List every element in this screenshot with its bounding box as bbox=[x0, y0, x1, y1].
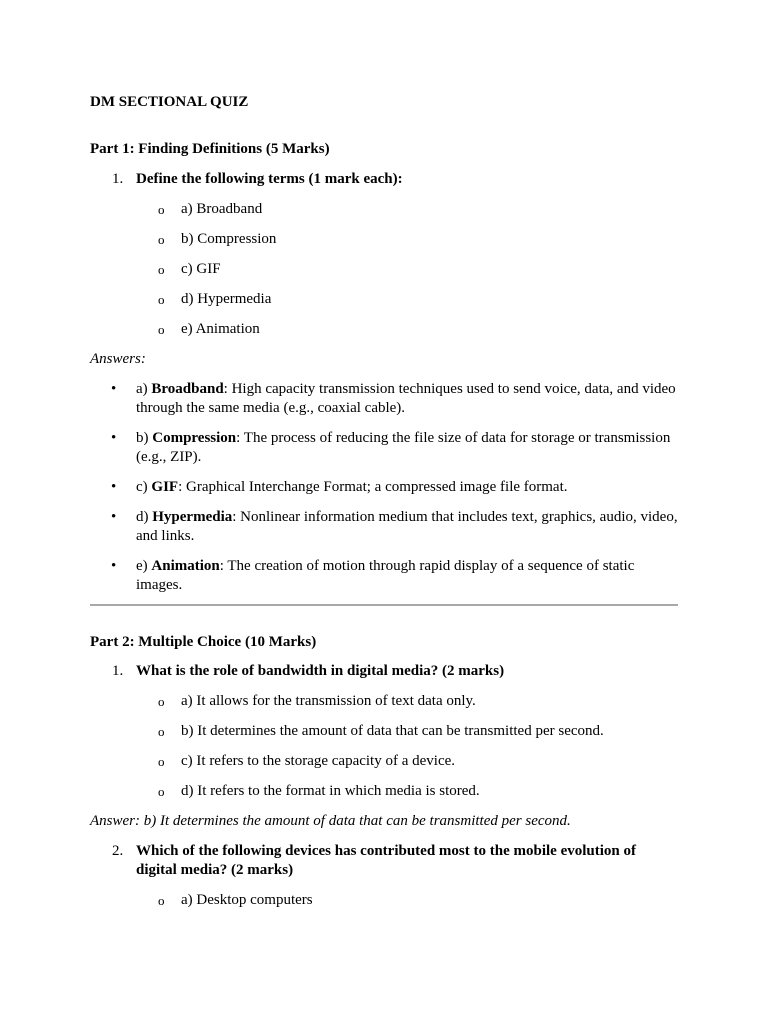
answer-item bbox=[136, 508, 681, 546]
part1-q1-item-e: e) Animation bbox=[181, 321, 260, 337]
sub-bullet-icon: o bbox=[158, 724, 165, 739]
bullet-dot-icon: • bbox=[111, 558, 117, 574]
answer-term: Animation bbox=[151, 558, 220, 574]
answer-term: Compression bbox=[152, 430, 237, 446]
answer-item bbox=[136, 429, 681, 467]
part1-q1-item-c: c) GIF bbox=[181, 261, 221, 277]
part2-heading: Part 2: Multiple Choice (10 Marks) bbox=[90, 634, 317, 650]
part1-q1-text: Define the following terms (1 mark each): bbox=[136, 171, 403, 187]
part1-q1-item-b: b) Compression bbox=[181, 231, 277, 247]
part2-q2-number: 2. bbox=[112, 843, 124, 859]
sub-bullet-icon: o bbox=[158, 202, 165, 217]
answer-term: GIF bbox=[151, 479, 179, 495]
answer-definition: : The process of reducing the file size of data for storage or transmission (e.g., ZIP). bbox=[136, 430, 671, 465]
answer-prefix: c) bbox=[136, 479, 152, 495]
answer-term: Broadband bbox=[151, 381, 224, 397]
answer-prefix: b) bbox=[136, 430, 153, 446]
bullet-dot-icon: • bbox=[111, 509, 117, 525]
part2-q1-number: 1. bbox=[112, 663, 124, 679]
answer-definition: : Nonlinear information medium that includes text, graphics, audio, video, and links. bbox=[136, 509, 678, 544]
answer-item bbox=[136, 478, 681, 497]
part2-q1-option-b: b) It determines the amount of data that can be transmitted per second. bbox=[181, 723, 604, 739]
answer-prefix: a) bbox=[136, 381, 152, 397]
answer-definition: : Graphical Interchange Format; a compressed image file format. bbox=[178, 479, 568, 495]
horizontal-rule bbox=[90, 604, 678, 606]
sub-bullet-icon: o bbox=[158, 893, 165, 908]
answer-prefix: d) bbox=[136, 509, 153, 525]
answer-item bbox=[136, 380, 681, 418]
bullet-dot-icon: • bbox=[111, 430, 117, 446]
answer-definition: : High capacity transmission techniques used to send voice, data, and video through the same media (e.g., coaxial cable). bbox=[136, 381, 676, 416]
part1-heading: Part 1: Finding Definitions (5 Marks) bbox=[90, 141, 330, 157]
answer-term: Hypermedia bbox=[152, 509, 233, 525]
part2-q1-option-d: d) It refers to the format in which media is stored. bbox=[181, 783, 480, 799]
sub-bullet-icon: o bbox=[158, 754, 165, 769]
quiz-title: DM SECTIONAL QUIZ bbox=[90, 94, 249, 110]
sub-bullet-icon: o bbox=[158, 694, 165, 709]
part1-q1-number: 1. bbox=[112, 171, 124, 187]
part2-q1-option-c: c) It refers to the storage capacity of a device. bbox=[181, 753, 456, 769]
answer-prefix: e) bbox=[136, 558, 152, 574]
part1-q1-item-a: a) Broadband bbox=[181, 201, 263, 217]
sub-bullet-icon: o bbox=[158, 784, 165, 799]
part2-q1-option-a: a) It allows for the transmission of text data only. bbox=[181, 693, 476, 709]
answer-definition: : The creation of motion through rapid display of a sequence of static images. bbox=[136, 558, 635, 593]
sub-bullet-icon: o bbox=[158, 292, 165, 307]
part2-q1-text: What is the role of bandwidth in digital media? (2 marks) bbox=[136, 663, 505, 679]
answers-label: Answers: bbox=[90, 351, 146, 367]
part2-q2-text: Which of the following devices has contributed most to the mobile evolution of digital media? (2 marks) bbox=[136, 843, 636, 878]
sub-bullet-icon: o bbox=[158, 232, 165, 247]
sub-bullet-icon: o bbox=[158, 262, 165, 277]
part2-q2-option-a: a) Desktop computers bbox=[181, 892, 313, 908]
sub-bullet-icon: o bbox=[158, 322, 165, 337]
part1-q1-item-d: d) Hypermedia bbox=[181, 291, 272, 307]
bullet-dot-icon: • bbox=[111, 381, 117, 397]
part2-q1-answer: Answer: b) It determines the amount of data that can be transmitted per second. bbox=[90, 813, 571, 829]
bullet-dot-icon: • bbox=[111, 479, 117, 495]
answer-item bbox=[136, 557, 681, 595]
